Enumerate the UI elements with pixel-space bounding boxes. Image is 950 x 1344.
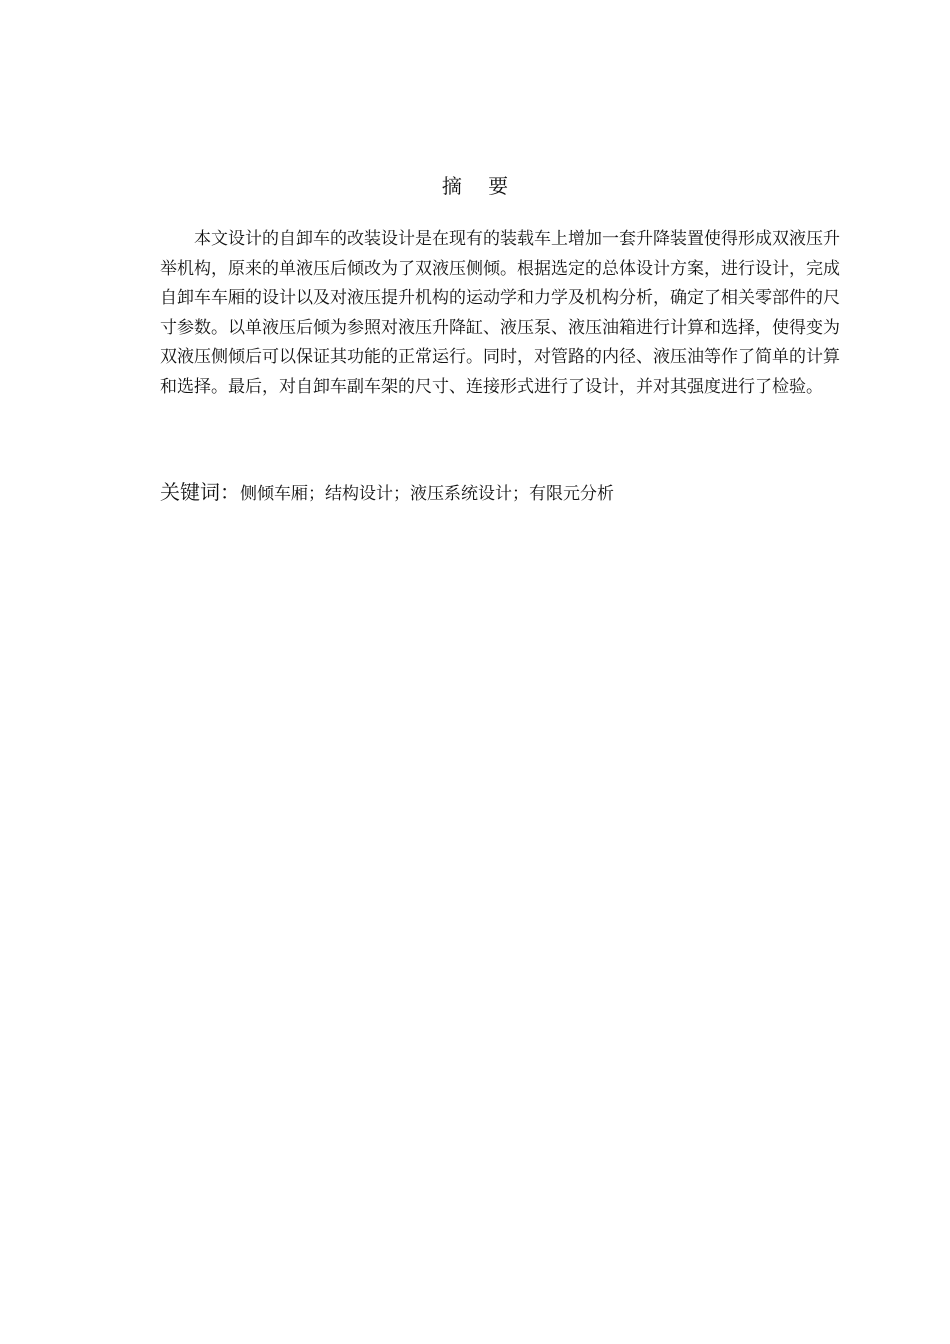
keywords-label: 关键词： [160, 480, 240, 504]
keywords-line [160, 478, 840, 508]
page-title: 摘 要 [441, 174, 519, 198]
keywords-text: 侧倾车厢；结构设计；液压系统设计；有限元分析 [240, 484, 614, 504]
abstract-paragraph: 本文设计的自卸车的改装设计是在现有的装载车上增加一套升降装置使得形成双液压升举机构，原来的单液压后倾改为了双液压侧倾。根据选定的总体设计方案，进行设计，完成自卸车车厢的设计以及对液压提升机构的运动学和力学及机构分析，确定了相关零部件的尺寸参数。以单液压后倾为参照对液压升降缸、液压泵、液压油箱进行计算和选择，使得变为双液压侧倾后可以保证其功能的正常运行。同时，对管路的内径、液压油等作了简单的计算和选择。最后，对自卸车副车架的尺寸、连接形式进行了设计，并对其强度进行了检验。 [160, 229, 840, 397]
